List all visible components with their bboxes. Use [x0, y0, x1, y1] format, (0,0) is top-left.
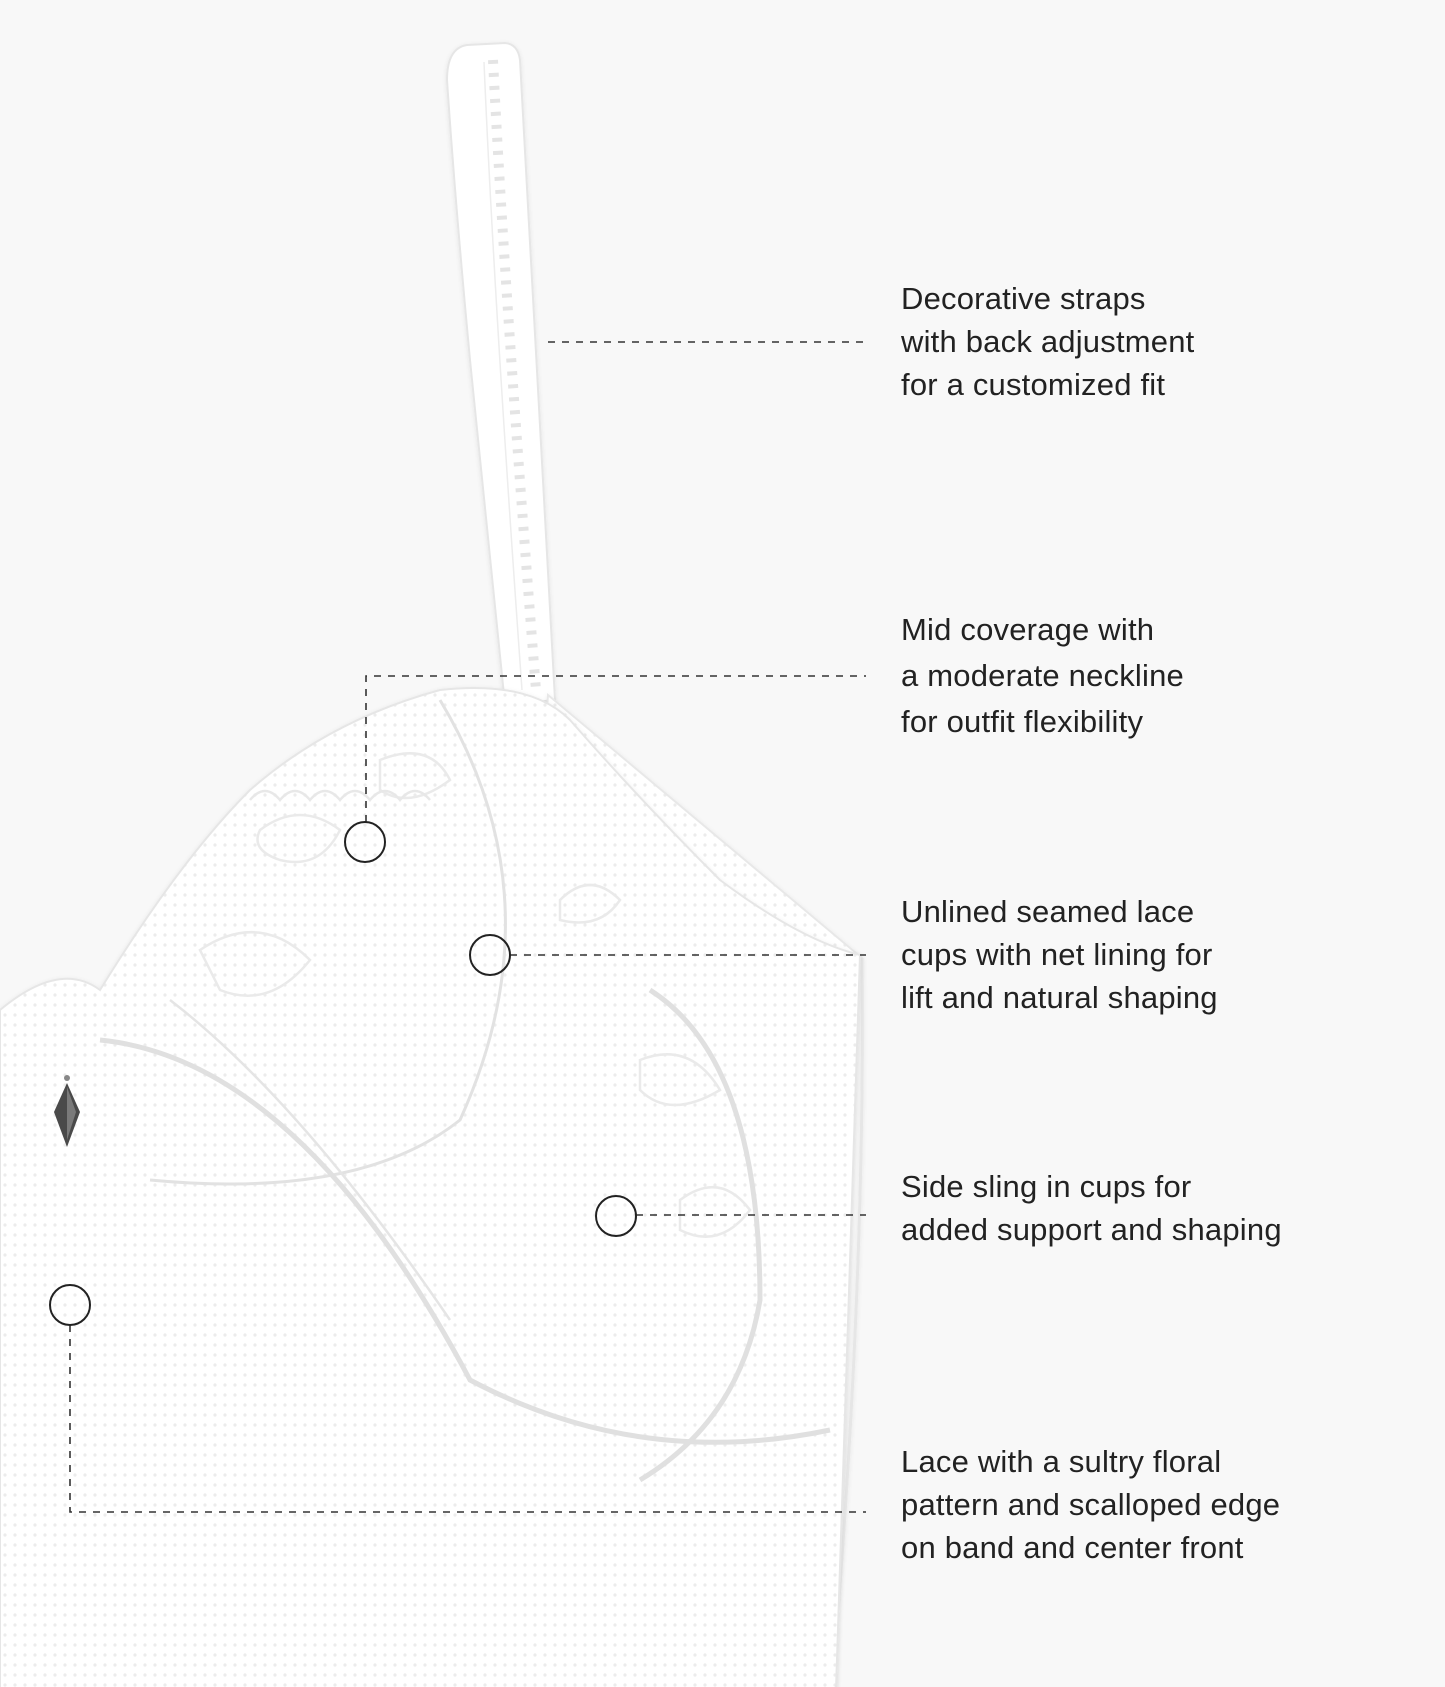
- shoulder-strap: [447, 43, 555, 705]
- feature-line: pattern and scalloped edge: [901, 1487, 1281, 1522]
- feature-line: a moderate neckline: [901, 658, 1184, 693]
- feature-side-sling-text: [901, 1165, 1421, 1251]
- feature-line: cups with net lining for: [901, 937, 1213, 972]
- feature-line: Lace with a sultry floral: [901, 1444, 1222, 1479]
- feature-line: Mid coverage with: [901, 612, 1155, 647]
- feature-line: on band and center front: [901, 1530, 1244, 1565]
- feature-line: added support and shaping: [901, 1212, 1282, 1247]
- feature-straps-text: [901, 277, 1421, 406]
- feature-line: with back adjustment: [901, 324, 1195, 359]
- feature-line: for outfit flexibility: [901, 704, 1144, 739]
- bra-cup: [0, 688, 860, 1687]
- feature-lace-text: [901, 1440, 1421, 1569]
- feature-line: for a customized fit: [901, 367, 1166, 402]
- feature-line: Unlined seamed lace: [901, 894, 1195, 929]
- feature-line: Decorative straps: [901, 281, 1146, 316]
- feature-coverage-text: [901, 607, 1421, 745]
- feature-line: Side sling in cups for: [901, 1169, 1192, 1204]
- feature-cups-text: [901, 890, 1421, 1019]
- feature-line: lift and natural shaping: [901, 980, 1218, 1015]
